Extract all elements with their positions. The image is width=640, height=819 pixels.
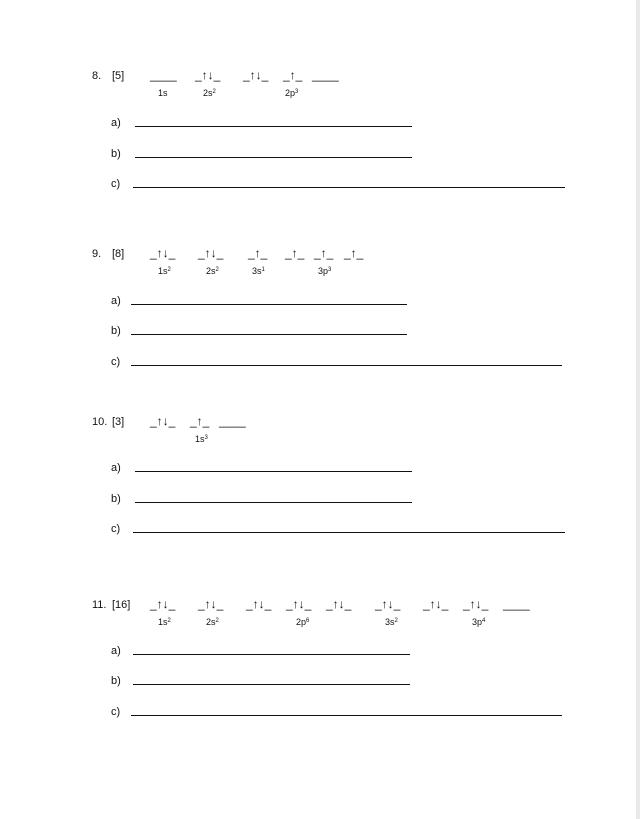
orbital-box: _↑_	[285, 246, 305, 260]
part-label-a: a)	[111, 117, 121, 129]
orbital-box: _↑_	[314, 246, 334, 260]
orbital-box: _↑↓_	[286, 597, 312, 611]
question-points: [8]	[112, 248, 125, 260]
orbital-box: _↑_	[344, 246, 364, 260]
orbital-box: ____	[312, 68, 339, 82]
part-label-b: b)	[111, 148, 121, 160]
orbital-label: $3p^4$	[472, 617, 486, 627]
orbital-box: _↑_	[248, 246, 268, 260]
question-points: [16]	[112, 599, 131, 611]
page-edge	[636, 0, 640, 819]
orbital-box: _↑↓_	[423, 597, 449, 611]
orbital-box: ____	[150, 68, 177, 82]
answer-line-a[interactable]	[135, 126, 412, 127]
answer-line-c[interactable]	[133, 532, 565, 533]
part-label-a: a)	[111, 645, 121, 657]
orbital-box: _↑↓_	[195, 68, 221, 82]
answer-line-b[interactable]	[131, 334, 407, 335]
answer-line-b[interactable]	[133, 684, 410, 685]
answer-line-c[interactable]	[131, 365, 562, 366]
part-label-c: c)	[111, 706, 121, 718]
question-number: 8.	[92, 70, 102, 82]
orbital-box: _↑↓_	[243, 68, 269, 82]
answer-line-a[interactable]	[131, 304, 407, 305]
orbital-label: 1s	[158, 88, 168, 98]
orbital-label: $2s^2$	[203, 88, 216, 98]
orbital-label: $1s^2$	[158, 266, 171, 276]
orbital-box: _↑_	[190, 414, 210, 428]
part-label-b: b)	[111, 493, 121, 505]
orbital-box: _↑↓_	[150, 597, 176, 611]
question-number: 9.	[92, 248, 102, 260]
orbital-box: ____	[219, 414, 246, 428]
part-label-c: c)	[111, 178, 121, 190]
orbital-box: _↑↓_	[150, 414, 176, 428]
question-points: [5]	[112, 70, 125, 82]
orbital-label: $3p^3$	[318, 266, 332, 276]
orbital-box: _↑↓_	[326, 597, 352, 611]
part-label-a: a)	[111, 462, 121, 474]
orbital-box: _↑↓_	[246, 597, 272, 611]
part-label-b: b)	[111, 325, 121, 337]
orbital-label: $2p^6$	[296, 617, 310, 627]
answer-line-b[interactable]	[135, 157, 412, 158]
question-number: 11.	[92, 599, 107, 611]
orbital-label: $1s^3$	[195, 434, 208, 444]
orbital-box: _↑↓_	[198, 597, 224, 611]
part-label-b: b)	[111, 675, 121, 687]
orbital-box: _↑↓_	[463, 597, 489, 611]
part-label-a: a)	[111, 295, 121, 307]
answer-line-a[interactable]	[133, 654, 410, 655]
orbital-box: ____	[503, 597, 530, 611]
answer-line-b[interactable]	[135, 502, 412, 503]
orbital-box: _↑_	[283, 68, 303, 82]
question-number: 10.	[92, 416, 108, 428]
answer-line-a[interactable]	[135, 471, 412, 472]
orbital-label: $2p^3$	[285, 88, 299, 98]
question-points: [3]	[112, 416, 125, 428]
part-label-c: c)	[111, 356, 121, 368]
orbital-label: $3s^1$	[252, 266, 265, 276]
orbital-label: $1s^2$	[158, 617, 171, 627]
orbital-box: _↑↓_	[198, 246, 224, 260]
orbital-label: $3s^2$	[385, 617, 398, 627]
answer-line-c[interactable]	[133, 187, 565, 188]
orbital-label: $2s^2$	[206, 617, 219, 627]
orbital-label: $2s^2$	[206, 266, 219, 276]
orbital-box: _↑↓_	[375, 597, 401, 611]
part-label-c: c)	[111, 523, 121, 535]
answer-line-c[interactable]	[131, 715, 562, 716]
orbital-box: _↑↓_	[150, 246, 176, 260]
